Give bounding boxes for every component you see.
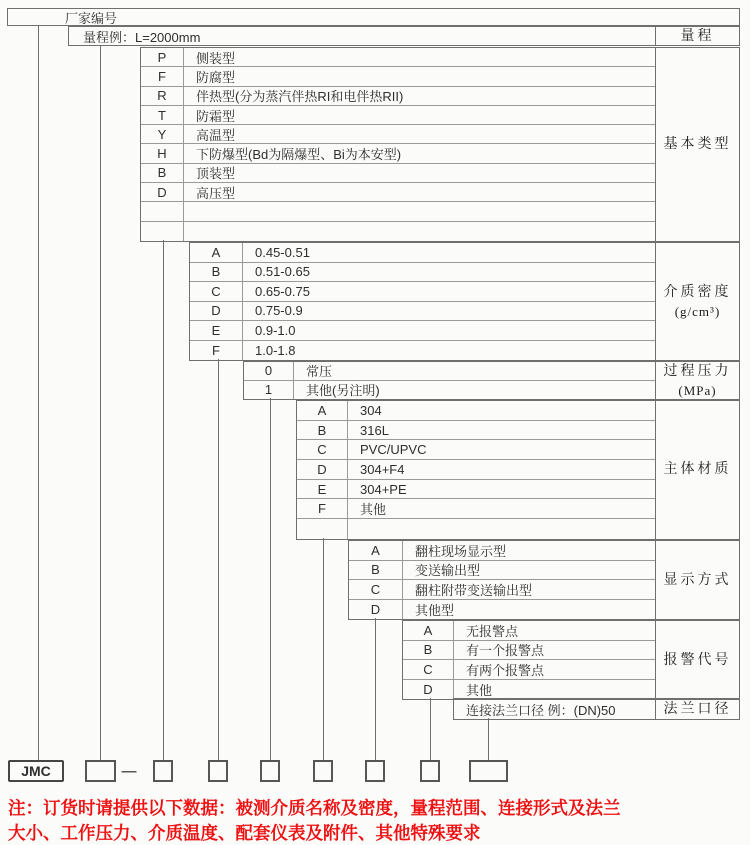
model-code-box [208,760,228,782]
desc-cell: 304+F4 [360,461,405,477]
code-cell: C [297,440,348,459]
code-cell: D [297,460,348,479]
code-cell: P [141,48,184,66]
desc-cell: 下防爆型(Bd为隔爆型、Bi为本安型) [196,147,402,163]
desc-cell: 其他型 [415,602,455,618]
order-note-line-1: 注：订货时请提供以下数据：被测介质名称及密度，量程范围、连接形式及法兰 [8,798,621,818]
code-cell: C [190,282,243,301]
model-code-box [420,760,440,782]
desc-cell: 有一个报警点 [466,643,545,659]
spec-row [141,144,655,163]
section-alarm-code [402,620,656,700]
spec-row [403,680,655,700]
code-cell: A [349,541,403,560]
spec-row [297,421,655,441]
spec-row [349,541,655,561]
desc-cell: 翻柱现场显示型 [415,543,507,559]
order-note-line-2: 大小、工作压力、介质温度、配套仪表及附件、其他特殊要求 [8,823,481,843]
desc-cell: 翻柱附带变送输出型 [415,582,533,598]
section-label-text: 报警代号 [663,652,732,668]
desc-cell: 高压型 [196,185,236,201]
spec-row [190,341,655,361]
model-code-box [85,760,116,782]
spec-row [297,480,655,500]
connector-line [270,398,271,760]
code-cell: C [403,660,454,679]
spec-row [141,164,655,183]
connector-line [323,538,324,760]
desc-cell: 变送输出型 [415,563,481,579]
spec-row [141,125,655,144]
spec-row [349,580,655,600]
model-code-box [365,760,385,782]
spec-row [297,440,655,460]
connector-line [100,46,101,760]
manufacturer-number-box: 厂家编号 [7,8,740,26]
code-cell: 1 [244,381,294,400]
section-label-text: 介质密度 [663,284,732,300]
model-code-box [469,760,508,782]
spec-row [403,641,655,661]
desc-cell: 304 [360,402,382,418]
code-cell: D [403,680,454,700]
range-unit-label [655,26,740,46]
desc-cell: 顶装型 [196,166,236,182]
connector-line [488,718,489,760]
code-cell: B [297,421,348,440]
spec-row [141,183,655,202]
desc-cell [184,202,655,220]
spec-row [141,48,655,67]
desc-cell: PVC/UPVC [360,442,427,458]
code-cell: F [190,341,243,361]
code-cell: B [349,561,403,580]
code-cell: H [141,144,184,162]
desc-cell: 其他 [466,682,493,698]
desc-cell: 常压 [306,364,333,380]
spec-row [244,362,655,381]
connector-line [375,618,376,760]
desc-cell: 有两个报警点 [466,662,545,678]
code-cell [297,519,348,539]
desc-cell: 防腐型 [196,69,236,85]
code-cell: C [349,580,403,599]
section-label-text: (MPa) [678,382,717,398]
spec-row [454,699,655,719]
desc-cell: 0.45-0.51 [255,244,310,260]
desc-cell: 0.65-0.75 [255,283,310,299]
desc-cell: 1.0-1.8 [255,342,296,358]
desc-cell: 其他(另注明) [306,383,380,399]
code-cell: T [141,106,184,124]
desc-cell: 防霜型 [196,108,236,124]
desc-cell: 伴热型(分为蒸汽伴热RI和电伴热RII) [196,89,404,105]
spec-row [349,600,655,620]
model-code-box [153,760,173,782]
desc-cell: 无报警点 [466,623,519,639]
connector-line [218,359,219,760]
spec-row [403,621,655,641]
spec-row [244,381,655,400]
model-prefix-box: JMC [8,760,64,782]
spec-row [403,660,655,680]
section-label-text: 主体材质 [663,462,732,478]
section-label-medium-density [655,242,740,361]
section-label-process-pressure [655,361,740,400]
code-cell [141,222,184,241]
spec-row [190,263,655,283]
section-label-text: 量程 [680,28,715,44]
connector-line [38,26,39,760]
desc-cell: 连接法兰口径 例：(DN)50 [466,702,616,718]
code-cell: A [403,621,454,640]
desc-cell: 高温型 [196,127,236,143]
code-cell: B [141,164,184,182]
desc-cell: 304+PE [360,481,407,497]
desc-cell [348,519,655,539]
model-code-box [260,760,280,782]
spec-row [141,222,655,241]
desc-cell: 0.75-0.9 [255,303,303,319]
desc-cell: 0.9-1.0 [255,322,296,338]
code-cell: F [297,499,348,518]
spec-row [190,282,655,302]
code-cell: R [141,87,184,105]
code-cell: F [141,67,184,85]
section-label-text: (g/cm³) [674,303,721,319]
section-label-text: 显示方式 [663,572,732,588]
code-cell: A [190,243,243,262]
section-display-mode [348,540,656,620]
code-cell: D [141,183,184,201]
desc-cell [184,222,655,241]
code-cell: E [190,321,243,340]
spec-row [297,460,655,480]
section-flange-size [453,698,656,720]
spec-row [141,202,655,221]
code-cell: B [190,263,243,282]
spec-row [190,243,655,263]
code-cell: D [190,302,243,321]
section-label-alarm-code [655,620,740,700]
code-cell: B [403,641,454,660]
code-cell: A [297,401,348,420]
spec-row [141,67,655,86]
section-basic-type [140,47,656,242]
section-medium-density [189,242,656,361]
code-cell: D [349,600,403,620]
section-label-display-mode [655,540,740,620]
section-label-flange-size [655,698,740,720]
spec-row [297,499,655,519]
section-process-pressure [243,361,656,400]
model-code-box [313,760,333,782]
desc-cell: 316L [360,422,389,438]
section-label-body-material [655,400,740,540]
section-label-basic-type [655,47,740,242]
spec-row [141,87,655,106]
spec-row [349,561,655,581]
spec-row [141,106,655,125]
code-cell: Y [141,125,184,143]
model-separator: — [121,762,137,780]
section-label-text: 基本类型 [663,137,732,152]
spec-row [190,321,655,341]
connector-line [163,240,164,760]
spec-row [190,302,655,322]
connector-line [430,698,431,760]
desc-cell: 其他 [360,502,387,518]
spec-row [297,519,655,539]
code-cell: E [297,480,348,499]
range-example-row: 量程例：L=2000mm [68,26,656,46]
desc-cell: 0.51-0.65 [255,264,310,280]
code-cell [141,202,184,220]
section-label-text: 过程压力 [663,363,732,379]
desc-cell: 侧装型 [196,50,236,66]
spec-row [297,401,655,421]
section-label-text: 法兰口径 [663,701,732,717]
code-cell: 0 [244,362,294,380]
section-body-material [296,400,656,540]
